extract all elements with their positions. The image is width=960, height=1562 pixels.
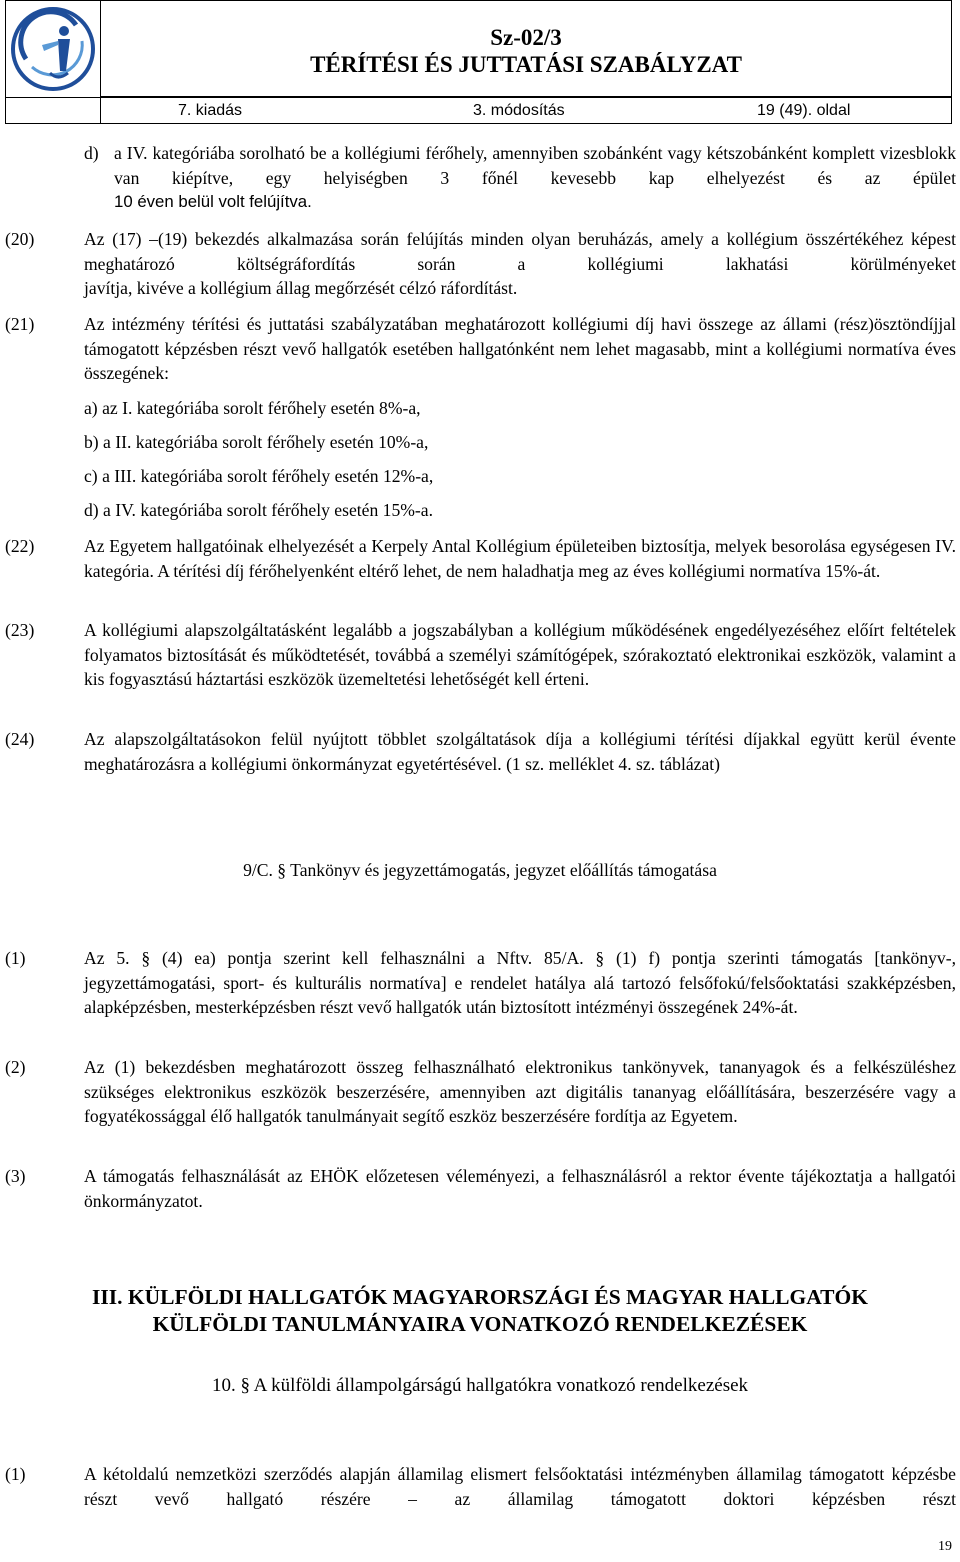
paragraph-text: Az alapszolgáltatásokon felül nyújtott többlet szolgáltatások díja a kollégiumi térítési díjakkal együtt kerül évente meghatározásra a kollégiumi önkormányzat egyetértésével. (1 sz. melléklet 4. sz. táblázat) — [84, 729, 956, 774]
page-number: 19 — [938, 1539, 952, 1554]
logo-cell — [6, 1, 101, 97]
paragraph-number: (2) — [5, 1057, 26, 1077]
paragraph-text: A kétoldalú nemzetközi szerződés alapján államilag elismert felsőoktatási intézményben államilag támogatott képzésbe részt vevő hallgató részére – az államilag támogatott doktori képzésben részt — [84, 1464, 956, 1509]
paragraph-text: A kollégiumi alapszolgáltatásként legalább a jogszabályban a kollégium működésének engedélyezéséhez előírt feltételek folyamatos biztosítását és működtetését, továbbá a személyi számítógépek, szórakoztató elektronikai eszközök, valamint a kis fogyasztású háztartási eszközök üzemeltetési lehetőségét kell érteni. — [84, 620, 956, 689]
paragraph-text: Az (1) bekezdésben meghatározott összeg felhasználható elektronikus tankönyvek, tananyagok és a felkészüléshez szükséges elektronikus eszközök beszerzésére, amennyiben azt digitális tananyag előállítására, beszerzésére vagy a fogyatékossággal élő hallgatók tanulmányait segítő eszköz beszerzésére fordítja az Egyetem. — [84, 1057, 956, 1126]
doc-code: Sz-02/3 — [490, 25, 562, 50]
list-item: a) az I. kategóriába sorolt férőhely esetén 8%-a, — [84, 398, 421, 418]
title-cell — [101, 1, 951, 77]
document-header — [5, 0, 952, 98]
paragraph-text-last: javítja, kivéve a kollégium állag megőrzését célzó ráfordítást. — [84, 278, 518, 298]
paragraph-number: (23) — [5, 620, 35, 640]
paragraph-number: (20) — [5, 229, 35, 249]
list-item: d) a IV. kategóriába sorolt férőhely esetén 15%-a. — [84, 500, 433, 520]
paragraph-number: (24) — [5, 729, 35, 749]
university-logo-icon — [6, 1, 100, 97]
paragraph-text: Az (17) –(19) bekezdés alkalmazása során felújítás minden olyan beruházás, amely a kollégium összértékéhez képest meghatározó költségráfordítás során a kollégiumi lakhatási körülményeket — [84, 229, 956, 274]
paragraph-text: Az intézmény térítési és juttatási szabályzatában meghatározott kollégiumi díj havi összege az állami (rész)ösztöndíjjal támogatott képzésben részt vevő hallgatók esetében hallgatónként nem lehet magasabb, mint a kollégiumi normatíva éves összegének: — [84, 314, 956, 383]
section-heading: 9/C. § Tankönyv és jegyzettámogatás, jegyzet előállítás támogatása — [243, 860, 717, 880]
paragraph-text-last: 10 éven belül volt felújítva. — [114, 192, 312, 211]
list-item-label: d) — [84, 143, 99, 163]
edition: 7. kiadás — [178, 102, 243, 119]
chapter-title-line2: KÜLFÖLDI TANULMÁNYAIRA VONATKOZÓ RENDELKEZÉSEK — [152, 1312, 808, 1336]
paragraph-text: Az 5. § (4) ea) pontja szerint kell felhasználni a Nftv. 85/A. § (1) f) pontja szerinti támogatás [tankönyv-, jegyzettámogatási, sport- és kulturális normatíva] e rendelet hatálya alá tartozó felsőfokú/felsőoktatási szakképzésben, alapképzésben, mesterképzésben részt vevő hallgatók után biztosított intézményi összegének 24%-át. — [84, 948, 956, 1017]
paragraph-number: (21) — [5, 314, 35, 334]
revision: 3. módosítás — [473, 102, 565, 119]
paragraph-text: A támogatás felhasználását az EHÖK előzetesen véleményezi, a felhasználásról a rektor évente tájékoztatja a hallgatói önkormányzatot. — [84, 1166, 956, 1211]
paragraph-number: (1) — [5, 948, 26, 968]
chapter-title-line1: III. KÜLFÖLDI HALLGATÓK MAGYARORSZÁGI ÉS MAGYAR HALLGATÓK — [92, 1285, 868, 1309]
paragraph-number: (3) — [5, 1166, 26, 1186]
list-item: b) a II. kategóriába sorolt férőhely esetén 10%-a, — [84, 432, 429, 452]
paragraph-number: (22) — [5, 536, 35, 556]
list-item: c) a III. kategóriába sorolt férőhely esetén 12%-a, — [84, 466, 434, 486]
section-heading: 10. § A külföldi állampolgárságú hallgatókra vonatkozó rendelkezések — [211, 1375, 749, 1396]
paragraph-text: Az Egyetem hallgatóinak elhelyezését a Kerpely Antal Kollégium épületeiben biztosítja, melyek besorolása egységesen IV. kategória. A térítési díj férőhelyenként eltérő lehet, de nem haladhatja meg az éves kollégiumi normatíva 15%-át. — [84, 536, 956, 581]
paragraph-number: (1) — [5, 1464, 26, 1484]
page-indicator: 19 (49). oldal — [757, 102, 851, 119]
doc-title: TÉRÍTÉSI ÉS JUTTATÁSI SZABÁLYZAT — [310, 52, 742, 77]
paragraph-text: a IV. kategóriába sorolható be a kollégiumi férőhely, amennyiben szobánként vagy kétszobánként komplett vizesblokk van kiépítve, egy helyiségben 3 főnél kevesebb kap elhelyezést és az épület — [114, 143, 956, 188]
